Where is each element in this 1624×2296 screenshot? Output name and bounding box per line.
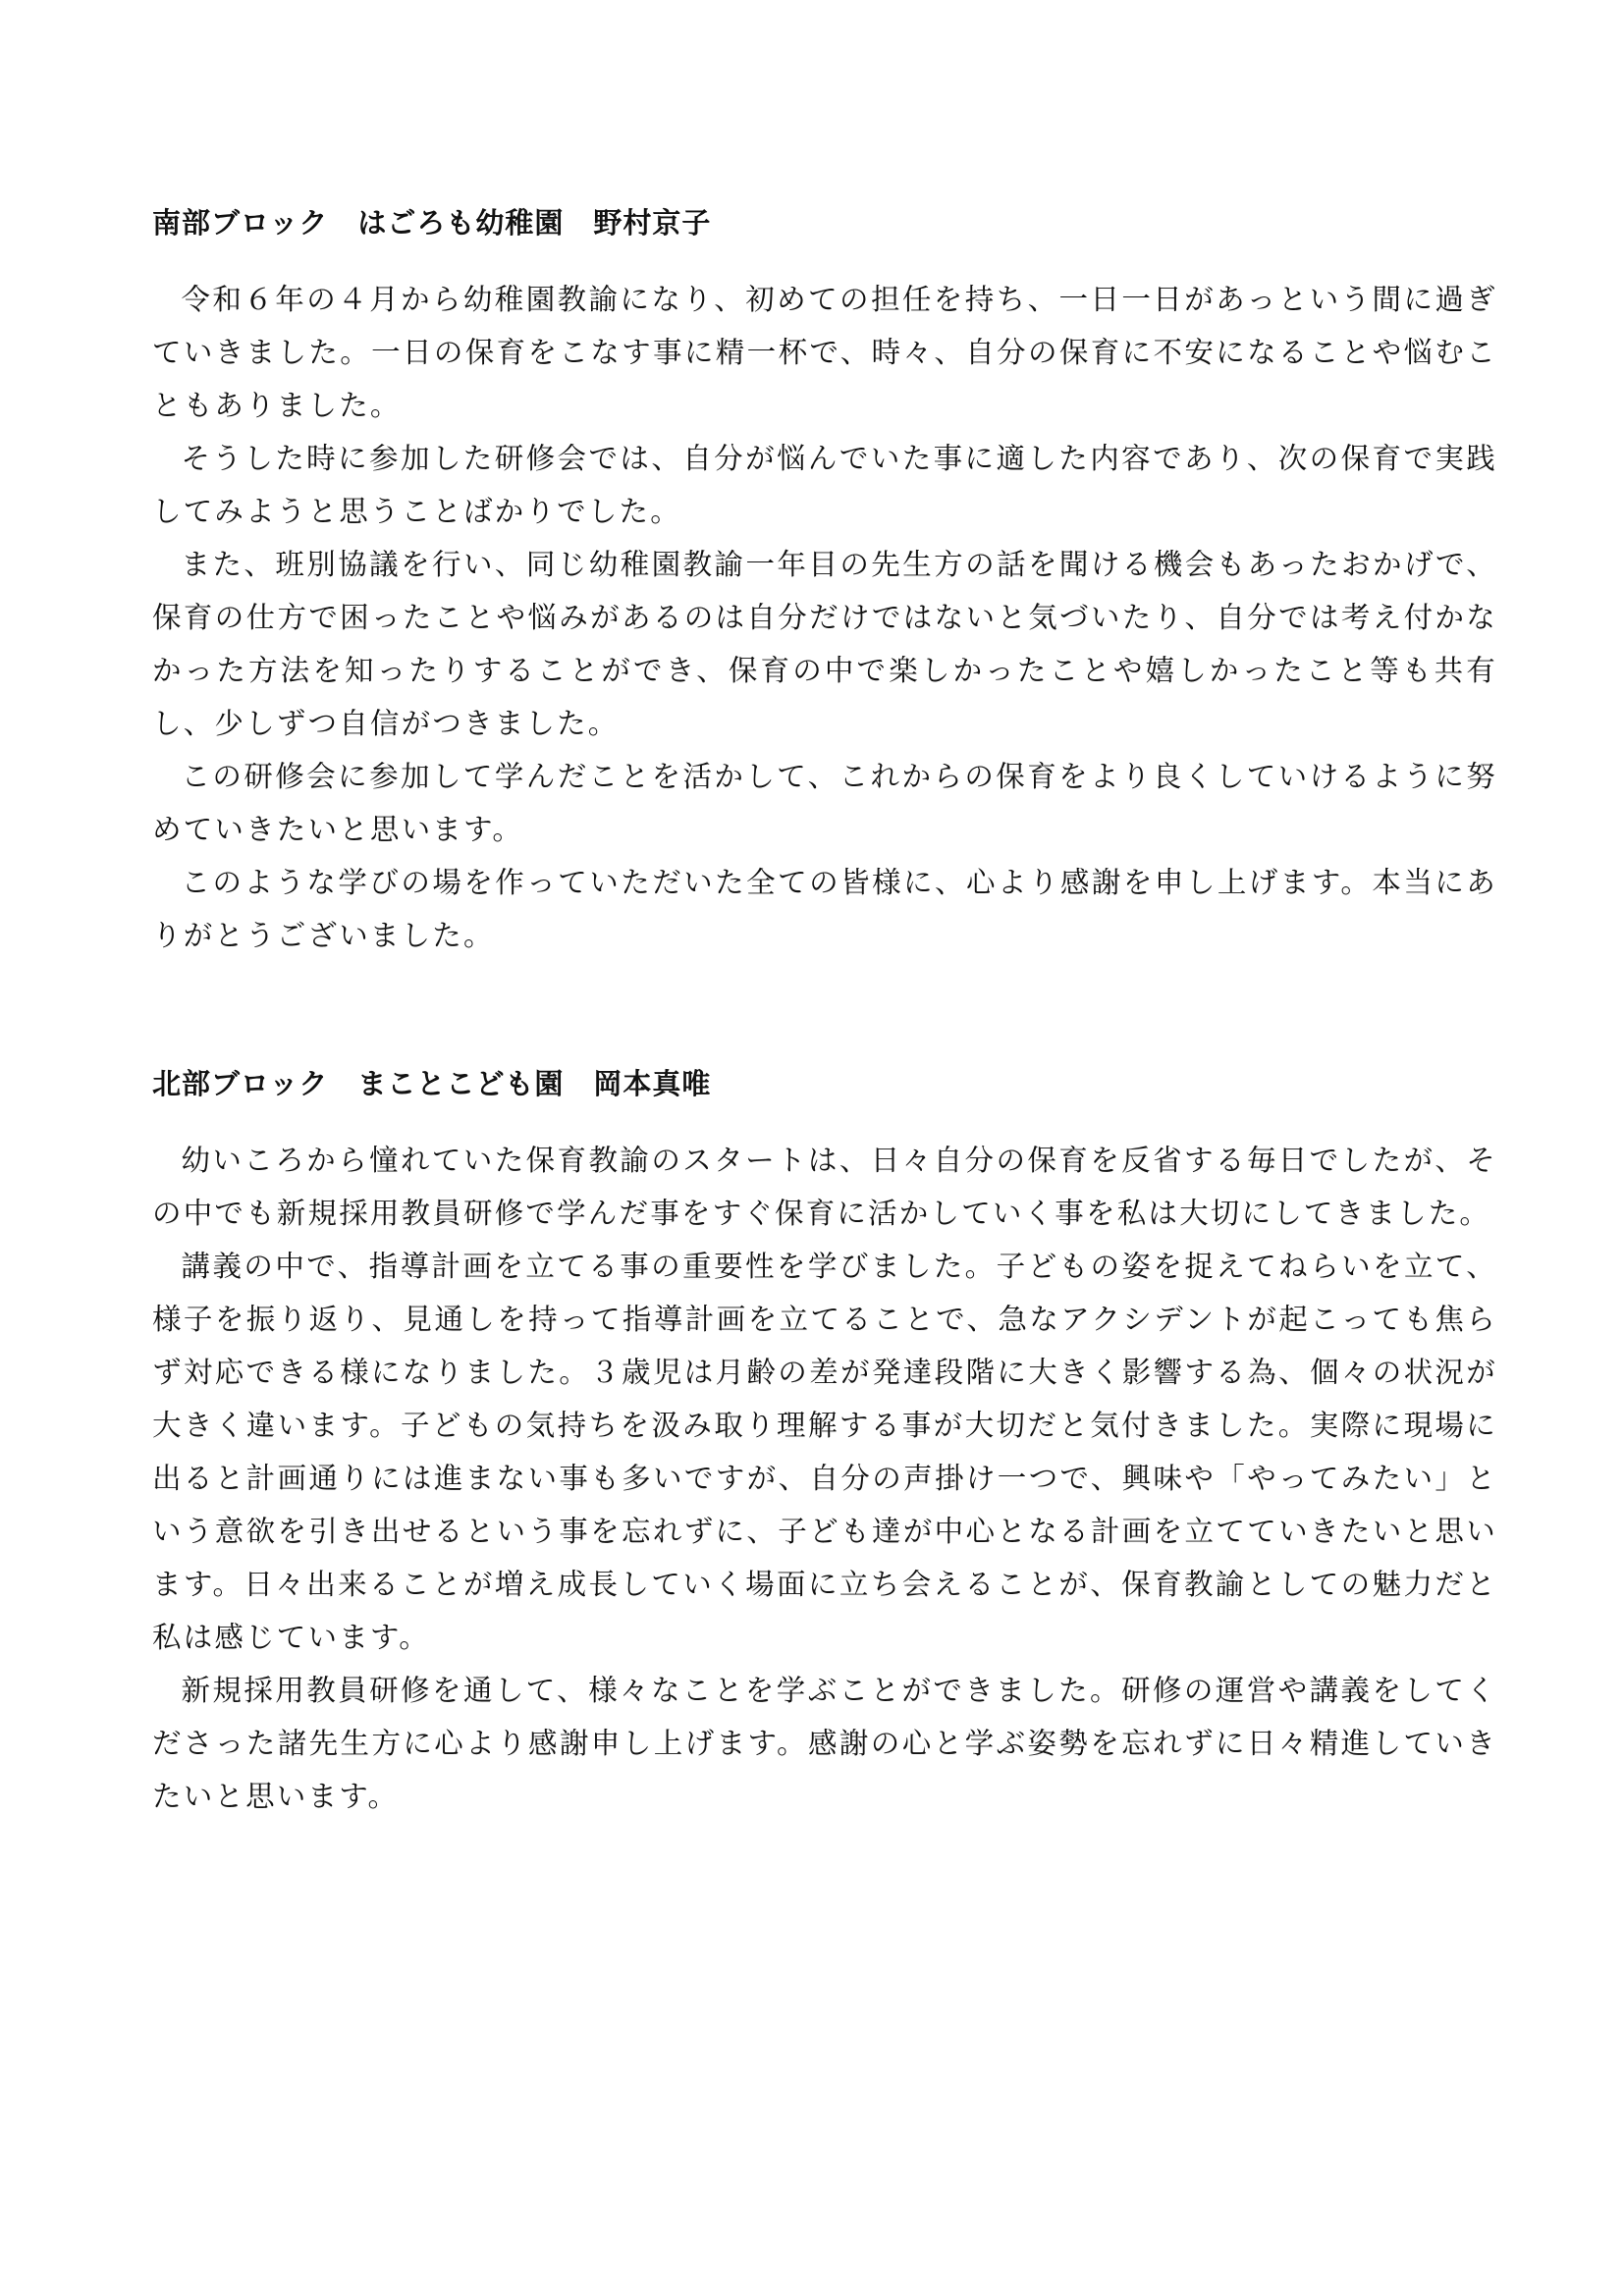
paragraph: 新規採用教員研修を通して、様々なことを学ぶことができました。研修の運営や講義をしてくださった諸先生方に心より感謝申し上げます。感謝の心と学ぶ姿勢を忘れずに日々精進していきたいと思います。 bbox=[152, 1674, 1497, 1813]
paragraph: 令和６年の４月から幼稚園教諭になり、初めての担任を持ち、一日一日があっという間に過ぎていきました。一日の保育をこなす事に精一杯で、時々、自分の保育に不安になることや悩むこともありました。 bbox=[152, 283, 1497, 422]
paragraph: この研修会に参加して学んだことを活かして、これからの保育をより良くしていけるように努めていきたいと思います。 bbox=[152, 760, 1497, 846]
paragraph: 講義の中で、指導計画を立てる事の重要性を学びました。子どもの姿を捉えてねらいを立て、様子を振り返り、見通しを持って指導計画を立てることで、急なアクシデントが起こっても焦らず対応できる様になりました。３歳児は月齢の差が発達段階に大きく影響する為、個々の状況が大きく違います。子どもの気持ちを汲み取り理解する事が大切だと気付きました。実際に現場に出ると計画通りには進まない事も多いですが、自分の声掛け一つで、興味や「やってみたい」という意欲を引き出せるという事を忘れずに、子ども達が中心となる計画を立てていきたいと思います。日々出来ることが増え成長していく場面に立ち会えることが、保育教諭としての魅力だと私は感じています。 bbox=[152, 1250, 1497, 1654]
report-section-south bbox=[152, 199, 1497, 962]
paragraph: また、班別協議を行い、同じ幼稚園教諭一年目の先生方の話を聞ける機会もあったおかげで、保育の仕方で困ったことや悩みがあるのは自分だけではないと気づいたり、自分では考え付かなかった方法を知ったりすることができ、保育の中で楽しかったことや嬉しかったこと等も共有し、少しずつ自信がつきました。 bbox=[152, 548, 1497, 740]
paragraph: そうした時に参加した研修会では、自分が悩んでいた事に適した内容であり、次の保育で実践してみようと思うことばかりでした。 bbox=[152, 442, 1497, 528]
report-section-north bbox=[152, 1060, 1497, 1823]
paragraph: 幼いころから憧れていた保育教諭のスタートは、日々自分の保育を反省する毎日でしたが、その中でも新規採用教員研修で学んだ事をすぐ保育に活かしていく事を私は大切にしてきました。 bbox=[152, 1144, 1497, 1230]
section-heading: 北部ブロック まことこども園 岡本真唯 bbox=[152, 1067, 712, 1100]
paragraph: このような学びの場を作っていただいた全ての皆様に、心より感謝を申し上げます。本当にありがとうございました。 bbox=[152, 866, 1497, 952]
section-heading: 南部ブロック はごろも幼稚園 野村京子 bbox=[152, 206, 712, 240]
